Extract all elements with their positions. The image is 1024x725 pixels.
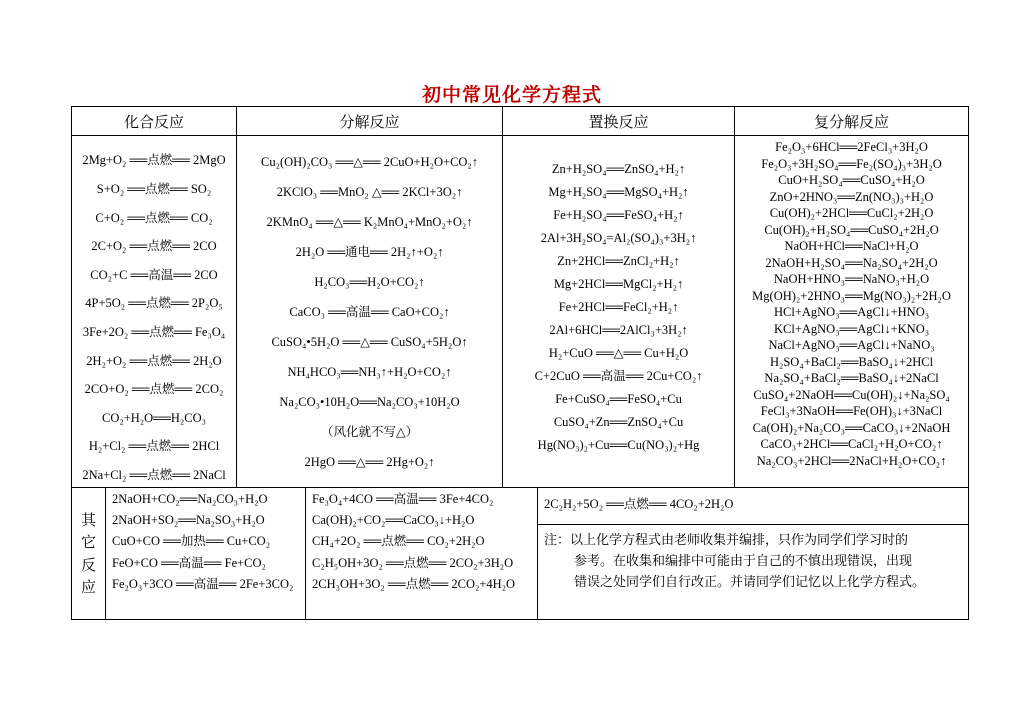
equation: Na₂CO₃+2HCl══2NaCl+H₂O+CO₂↑ — [756, 453, 947, 468]
equation: C₂H₅OH+3O₂ ══点燃══ 2CO₂+3H₂O — [312, 555, 514, 570]
equation: NaOH+HNO₃══NaNO₃+H₂O — [773, 272, 930, 286]
equation: Na₂SO₄+BaCl₂══BaSO₄↓+2NaCl — [764, 371, 939, 385]
equation: CuSO₄+Zn══ZnSO₄+Cu — [553, 414, 684, 429]
acetylene-equation: 2C₂H₂+5O₂ ══点燃══ 4CO₂+2H₂O — [538, 488, 968, 525]
equation: CH₄+2O₂ ══点燃══ CO₂+2H₂O — [312, 534, 485, 549]
equation: CuO+H₂SO₄══CuSO₄+H₂O — [778, 173, 925, 187]
equation: FeO+CO ══高温══ Fe+CO₂ — [112, 555, 266, 570]
equation: C+O₂ ══点燃══ CO₂ — [95, 210, 213, 225]
equation: Zn+H₂SO₄══ZnSO₄+H₂↑ — [551, 161, 686, 176]
other-label-char: 其 — [80, 510, 96, 529]
equation: C+2CuO ══高温══ 2Cu+CO₂↑ — [534, 368, 703, 383]
decomposition-cell — [237, 136, 503, 488]
note-line: 错误之处同学们自行改正。并请同学们记忆以上化学方程式。 — [574, 574, 926, 590]
equation: 2CO+O₂ ══点燃══ 2CO₂ — [84, 382, 224, 397]
equation: Na₂CO₃•10H₂O══Na₂CO₃+10H₂O — [279, 394, 460, 409]
equation: Mg+2HCl══MgCl₂+H₂↑ — [553, 276, 684, 291]
equation: CO₂+C ══高温══ 2CO — [90, 267, 218, 282]
header-displacement: 置换反应 — [503, 107, 735, 136]
other-col2-cell — [306, 488, 538, 620]
equation: H₂+CuO ══△══ Cu+H₂O — [548, 345, 689, 360]
equation: NaOH+HCl══NaCl+H₂O — [784, 239, 919, 253]
equation: KCl+AgNO₃══AgCl↓+KNO₃ — [773, 321, 930, 336]
equation: 2H₂+O₂ ══点燃══ 2H₂O — [86, 353, 222, 368]
displacement-cell — [503, 136, 735, 488]
combination-cell — [72, 136, 237, 488]
equation: CuSO₄+2NaOH══Cu(OH)₂↓+Na₂SO₄ — [753, 387, 950, 402]
equation: Ca(OH)₂+CO₂══CaCO₃↓+H₂O — [312, 513, 475, 528]
equation: Mg(OH)₂+2HNO₃══Mg(NO₃)₂+2H₂O — [752, 288, 951, 303]
equation: 2Mg+O₂ ══点燃══ 2MgO — [82, 153, 226, 168]
equation: 2C+O₂ ══点燃══ 2CO — [91, 239, 217, 254]
page-title: 初中常见化学方程式 — [421, 85, 602, 106]
equation: CO₂+H₂O══H₂CO₃ — [102, 410, 207, 425]
header-double-decomposition: 复分解反应 — [735, 107, 969, 136]
equation: CuO+CO ══加热══ Cu+CO₂ — [112, 534, 271, 549]
equation: Fe+H₂SO₄══FeSO₄+H₂↑ — [553, 207, 684, 222]
equation: NaCl+AgNO₃══AgCl↓+NaNO₃ — [768, 338, 935, 352]
combination-list — [72, 136, 236, 487]
equation: Cu(OH)₂+H₂SO₄══CuSO₄+2H₂O — [764, 222, 939, 237]
other-reactions-label — [72, 488, 106, 620]
other-label-char: 它 — [80, 533, 96, 552]
note-line: 参考。在收集和编排中可能由于自己的不慎出现错误，出现 — [574, 553, 913, 569]
equation: NH₄HCO₃══NH₃↑+H₂O+CO₂↑ — [287, 364, 452, 379]
equation: 2KClO₃ ══MnO₂ △══ 2KCl+3O₂↑ — [276, 184, 463, 199]
header-combination: 化合反应 — [72, 107, 237, 136]
equation: H₂SO₄+BaCl₂══BaSO₄↓+2HCl — [769, 354, 934, 369]
equation: Cu₂(OH)₂CO₃ ══△══ 2CuO+H₂O+CO₂↑ — [261, 154, 479, 169]
equation: 2H₂O ══通电══ 2H₂↑+O₂↑ — [295, 244, 444, 259]
displacement-list — [503, 136, 734, 457]
double-decomposition-list — [735, 136, 968, 474]
equation: H₂+Cl₂ ══点燃══ 2HCl — [88, 439, 220, 454]
equation: Mg+H₂SO₄══MgSO₄+H₂↑ — [548, 184, 689, 199]
equation: Hg(NO₃)₂+Cu══Cu(NO₃)₂+Hg — [537, 437, 700, 452]
equation: 2Na+Cl₂ ══点燃══ 2NaCl — [82, 468, 226, 482]
equation: Ca(OH)₂+Na₂CO₃══CaCO₃↓+2NaOH — [752, 420, 951, 435]
equation: 4P+5O₂ ══点燃══ 2P₂O₅ — [85, 296, 223, 311]
other-col1-cell — [106, 488, 306, 620]
equation: 2NaOH+CO₂══Na₂CO₃+H₂O — [112, 492, 268, 507]
equation: 2CH₃OH+3O₂ ══点燃══ 2CO₂+4H₂O — [312, 576, 516, 591]
other-label-char: 应 — [80, 578, 96, 597]
equation: Fe₂O₃+3H₂SO₄══Fe₂(SO₄)₃+3H₂O — [761, 156, 942, 171]
equation: Zn+2HCl══ZnCl₂+H₂↑ — [557, 253, 680, 268]
equation: 2KMnO₄ ══△══ K₂MnO₄+MnO₂+O₂↑ — [266, 214, 473, 229]
equation: CaCO₃+2HCl══CaCl₂+H₂O+CO₂↑ — [760, 437, 943, 451]
equation: Fe₂O₃+6HCl══2FeCl₃+3H₂O — [775, 140, 928, 154]
equation: HCl+AgNO₃══AgCl↓+HNO₃ — [773, 305, 930, 319]
equation: 2NaOH+SO₂══Na₂SO₃+H₂O — [112, 513, 265, 528]
equation: Fe+2HCl══FeCl₂+H₂↑ — [558, 299, 679, 314]
equation: CuSO₄•5H₂O ══△══ CuSO₄+5H₂O↑ — [271, 334, 468, 349]
other-col3-cell — [538, 488, 969, 620]
equation: Fe₃O₄+4CO ══高温══ 3Fe+4CO₂ — [312, 492, 494, 507]
equation: Cu(OH)₂+2HCl══CuCl₂+2H₂O — [769, 206, 934, 220]
equation: Fe+CuSO₄══FeSO₄+Cu — [555, 391, 682, 406]
note-text — [538, 525, 968, 599]
equation-table — [71, 106, 969, 620]
decomposition-list — [237, 136, 502, 474]
equation: H₂CO₃══H₂O+CO₂↑ — [314, 274, 425, 289]
equation: 2Al+3H₂SO₄=Al₂(SO₄)₃+3H₂↑ — [540, 230, 697, 245]
equation: 2NaOH+H₂SO₄══Na₂SO₄+2H₂O — [765, 255, 938, 270]
header-decomposition: 分解反应 — [237, 107, 503, 136]
other-col1-list — [106, 488, 305, 596]
equation: ZnO+2HNO₃══Zn(NO₃)₃+H₂O — [769, 189, 934, 204]
equation: 2Al+6HCl══2AlCl₃+3H₂↑ — [549, 322, 688, 337]
equation: 3Fe+2O₂ ══点燃══ Fe₃O₄ — [82, 325, 226, 340]
equation: FeCl₃+3NaOH══Fe(OH)₃↓+3NaCl — [760, 404, 943, 418]
other-label-char: 反 — [80, 555, 96, 574]
double-decomposition-cell — [735, 136, 969, 488]
equation: 2HgO ══△══ 2Hg+O₂↑ — [304, 454, 435, 469]
equation: S+O₂ ══点燃══ SO₂ — [96, 182, 212, 197]
equation: Fe₂O₃+3CO ══高温══ 2Fe+3CO₂ — [112, 576, 294, 591]
equation: CaCO₃ ══高温══ CaO+CO₂↑ — [289, 304, 450, 319]
other-col2-list — [306, 488, 537, 596]
note-line: 注：以上化学方程式由老师收集并编排，只作为同学们学习时的 — [544, 533, 909, 549]
equation: （风化就不写△） — [320, 424, 419, 439]
